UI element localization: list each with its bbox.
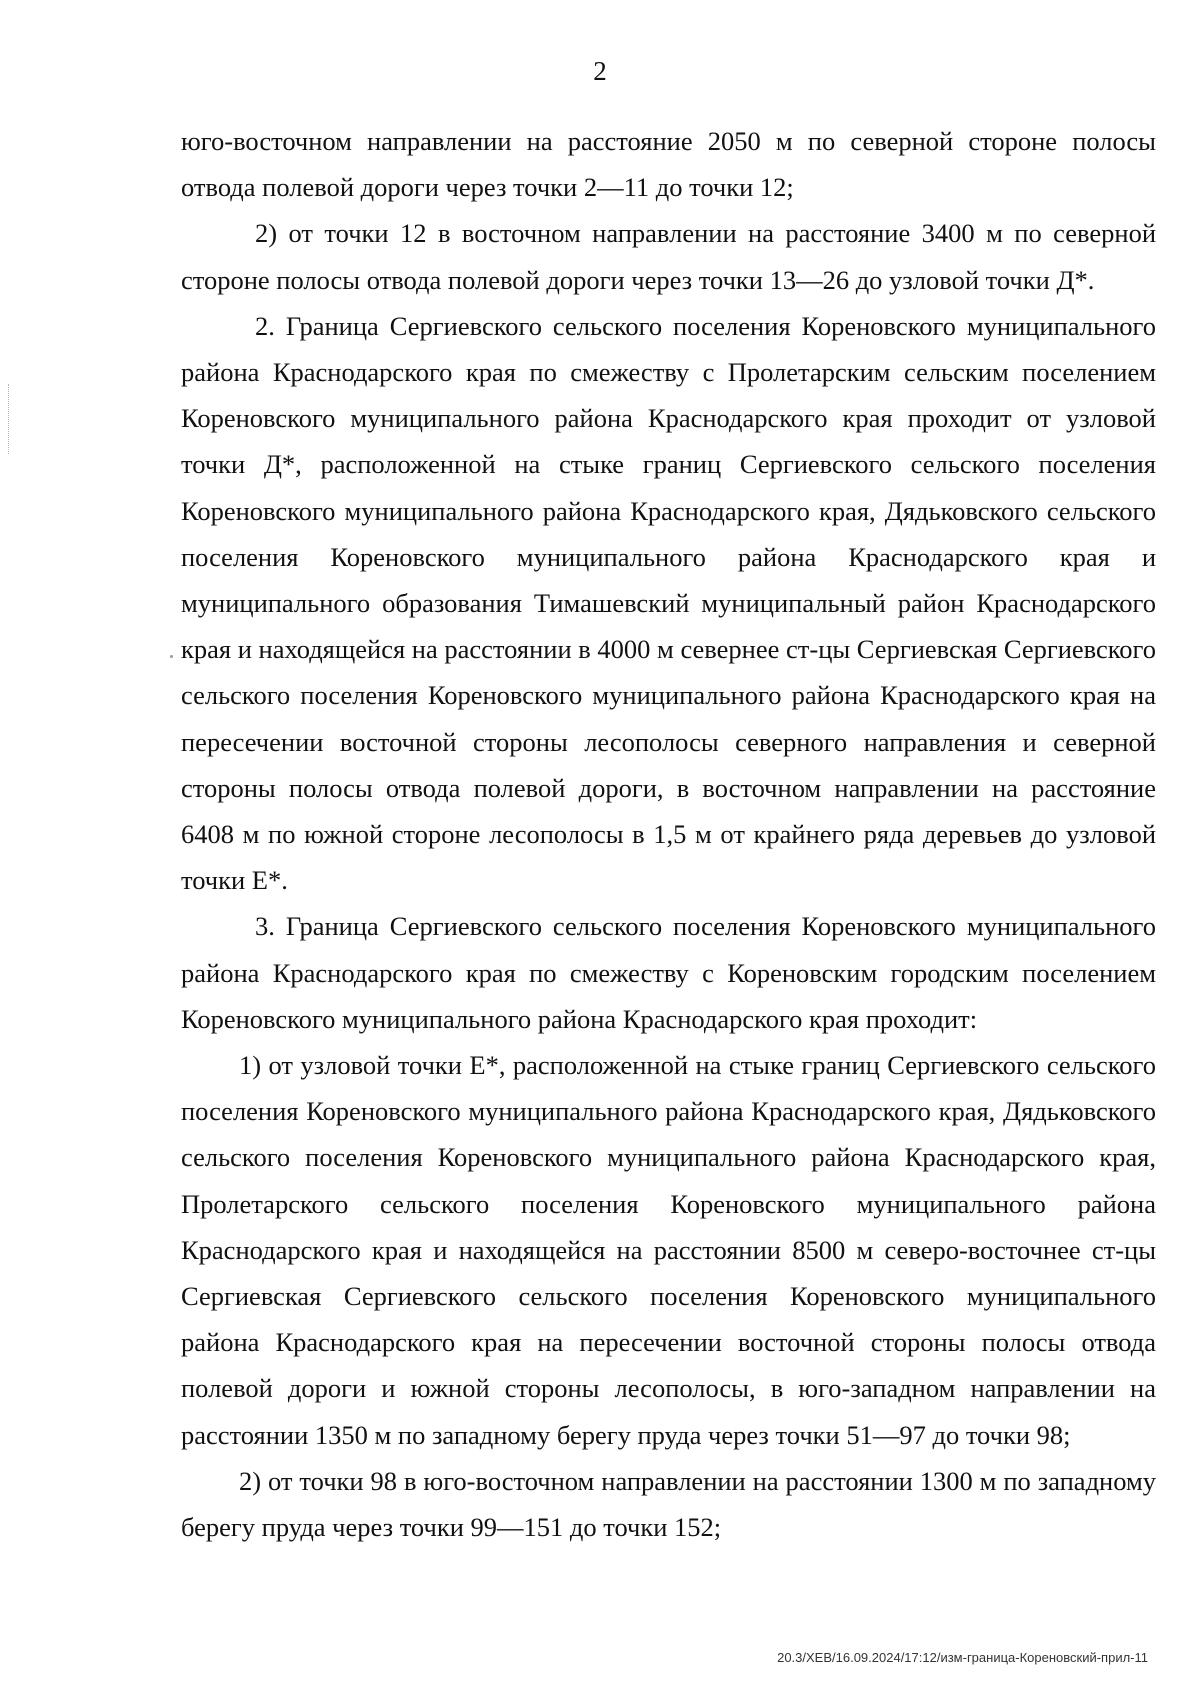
scan-dot bbox=[170, 655, 173, 658]
document-body bbox=[181, 118, 1156, 1550]
paragraph-subitem-1: 1) от узловой точки Е*, расположенной на стыке границ Сергиевского сельского поселения Кореновского муниципального района Краснодарского края, Дядьковского сельского поселения Кореновского муниципального района Краснодарского края, Пролетарского сельского поселения Кореновского муниципального района Краснодарского края и находящейся на расстоянии 8500 м северо-восточнее ст-цы Сергиевская Сергиевского сельского поселения Кореновского муниципального района Краснодарского края на пересечении восточной стороны полосы отвода полевой дороги и южной стороны лесополосы, в юго-западном направлении на расстоянии 1350 м по западному берегу пруда через точки 51—97 до точки 98; bbox=[181, 1050, 1156, 1450]
paragraph-continuation: юго-восточном направлении на расстояние 2050 м по северной стороне полосы отвода полевой дороги через точки 2—11 до точки 12; bbox=[181, 126, 1156, 203]
paragraph-section-3: 3. Граница Сергиевского сельского поселения Кореновского муниципального района Краснодарского края по смежеству с Кореновским городским поселением Кореновского муниципального района Краснодарского края проходит: bbox=[181, 911, 1156, 1034]
paragraph-subitem-2: 2) от точки 98 в юго-восточном направлении на расстоянии 1300 м по западному берегу пруда через точки 99—151 до точки 152; bbox=[181, 1465, 1156, 1543]
document-footer-id: 20.3/ХЕВ/16.09.2024/17:12/изм-граница-Кореновский-прил-11 bbox=[777, 1650, 1148, 1665]
page-number: 2 bbox=[593, 56, 607, 86]
paragraph-section-2: 2. Граница Сергиевского сельского поселения Кореновского муниципального района Краснодарского края по смежеству с Пролетарским сельским поселением Кореновского муниципального района Краснодарского края проходит от узловой точки Д*, расположенной на стыке границ Сергиевского сельского поселения Кореновского муниципального района Краснодарского края, Дядьковского сельского поселения Кореновского муниципального района Краснодарского края и муниципального образования Тимашевский муниципальный район Краснодарского края и находящейся на расстоянии в 4000 м севернее ст-цы Сергиевская Сергиевского сельского поселения Кореновского муниципального района Краснодарского края на пересечении восточной стороны лесополосы северного направления и северной стороны полосы отвода полевой дороги, в восточном направлении на расстояние 6408 м по южной стороне лесополосы в 1,5 м от крайнего ряда деревьев до узловой точки Е*. bbox=[181, 310, 1156, 896]
paragraph-item-2: 2) от точки 12 в восточном направлении на расстояние 3400 м по северной стороне полосы отвода полевой дороги через точки 13—26 до узловой точки Д*. bbox=[181, 218, 1156, 295]
scan-edge-mark bbox=[8, 384, 10, 454]
